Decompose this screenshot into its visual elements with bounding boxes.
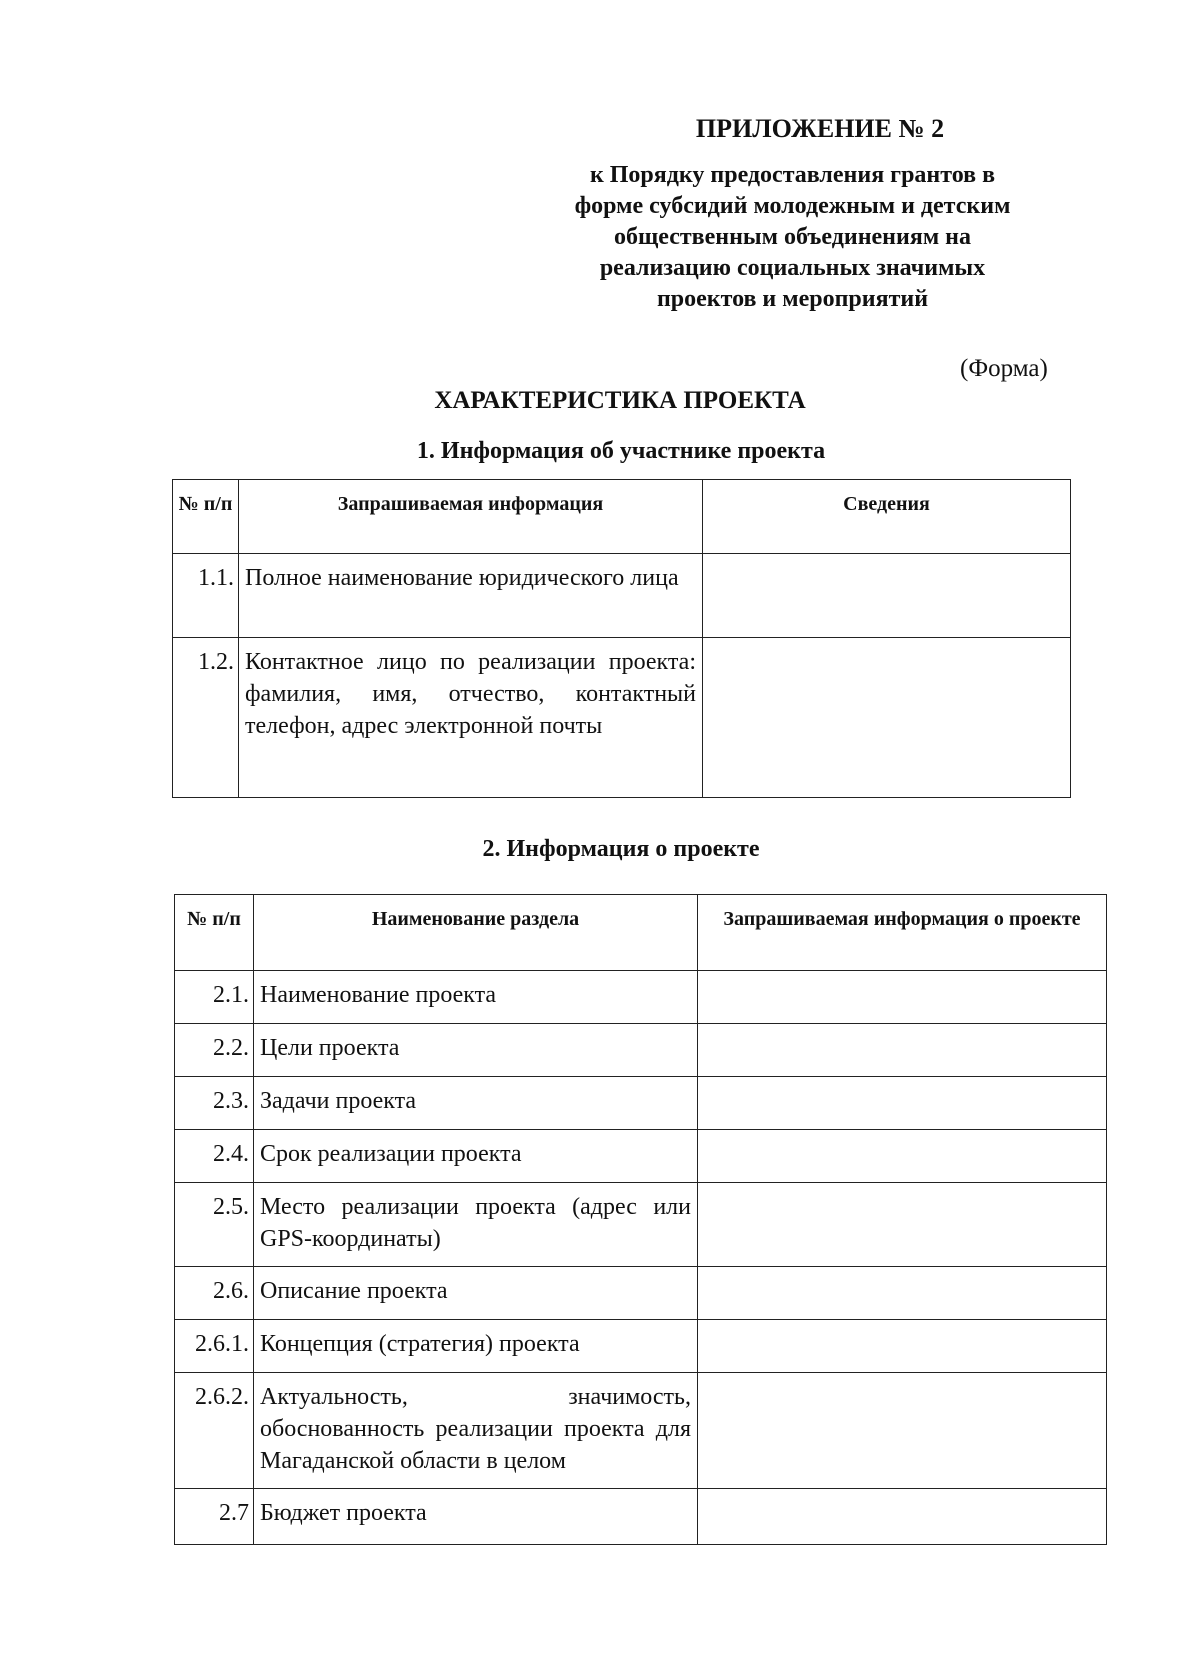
row-number: 2.6.2. (175, 1373, 254, 1489)
row-label: Полное наименование юридического лица (239, 554, 703, 638)
row-value-cell[interactable] (698, 1489, 1107, 1545)
row-number: 1.2. (173, 638, 239, 798)
table-row (175, 1183, 1107, 1267)
row-value-cell[interactable] (703, 554, 1071, 638)
row-value-cell[interactable] (698, 1373, 1107, 1489)
table-row (175, 1373, 1107, 1489)
row-number: 2.3. (175, 1077, 254, 1130)
row-value-cell[interactable] (698, 1077, 1107, 1130)
table-row (173, 638, 1071, 798)
row-label: Бюджет проекта (254, 1489, 698, 1545)
appendix-line: к Порядку предоставления грантов в (589, 162, 996, 188)
section2-title: 2. Информация о проекте (482, 836, 760, 862)
table-row (175, 1320, 1107, 1373)
row-label: Описание проекта (254, 1267, 698, 1320)
appendix-line: реализацию социальных значимых (599, 255, 986, 281)
row-number: 2.1. (175, 971, 254, 1024)
table-header-row (175, 895, 1107, 971)
appendix-number: ПРИЛОЖЕНИЕ № 2 (695, 114, 945, 143)
table-row (175, 1130, 1107, 1183)
row-number: 2.4. (175, 1130, 254, 1183)
column-header-number: № п/п (173, 480, 239, 554)
row-number: 2.5. (175, 1183, 254, 1267)
row-label: Задачи проекта (254, 1077, 698, 1130)
column-header-number: № п/п (175, 895, 254, 971)
table-row (175, 1267, 1107, 1320)
row-value-cell[interactable] (698, 971, 1107, 1024)
row-label: Цели проекта (254, 1024, 698, 1077)
column-header-project-info: Запрашиваемая информация о проекте (698, 895, 1107, 971)
appendix-header (535, 112, 1050, 315)
participant-info-table (172, 479, 1071, 798)
appendix-line: форме субсидий молодежным и детским (574, 193, 1011, 219)
appendix-description (535, 160, 1050, 315)
table-row (175, 971, 1107, 1024)
section1-title: 1. Информация об участнике проекта (416, 438, 826, 464)
row-label: Наименование проекта (254, 971, 698, 1024)
row-number: 2.2. (175, 1024, 254, 1077)
column-header-section-name: Наименование раздела (254, 895, 698, 971)
column-header-requested-info: Запрашиваемая информация (239, 480, 703, 554)
row-value-cell[interactable] (698, 1024, 1107, 1077)
table-header-row (173, 480, 1071, 554)
row-value-cell[interactable] (698, 1267, 1107, 1320)
row-value-cell[interactable] (703, 638, 1071, 798)
row-label: Концепция (стратегия) проекта (254, 1320, 698, 1373)
row-number: 2.6. (175, 1267, 254, 1320)
table-row (173, 554, 1071, 638)
form-label: (Форма) (960, 355, 1048, 382)
row-number: 1.1. (173, 554, 239, 638)
row-label: Контактное лицо по реализации проекта: фамилия, имя, отчество, контактный телефон, адрес электронной почты (239, 638, 703, 798)
appendix-line: проектов и мероприятий (656, 286, 929, 312)
column-header-details: Сведения (703, 480, 1071, 554)
row-number: 2.7 (175, 1489, 254, 1545)
row-label: Актуальность, значимость, обоснованность реализации проекта для Магаданской области в целом (254, 1373, 698, 1489)
appendix-line: общественным объединениям на (614, 224, 971, 250)
row-value-cell[interactable] (698, 1183, 1107, 1267)
document-title: ХАРАКТЕРИСТИКА ПРОЕКТА (434, 387, 806, 414)
row-value-cell[interactable] (698, 1130, 1107, 1183)
table-row (175, 1024, 1107, 1077)
row-value-cell[interactable] (698, 1320, 1107, 1373)
row-label: Место реализации проекта (адрес или GPS-координаты) (254, 1183, 698, 1267)
project-info-table (174, 894, 1107, 1545)
table-row (175, 1077, 1107, 1130)
table-row (175, 1489, 1107, 1545)
row-number: 2.6.1. (175, 1320, 254, 1373)
row-label: Срок реализации проекта (254, 1130, 698, 1183)
